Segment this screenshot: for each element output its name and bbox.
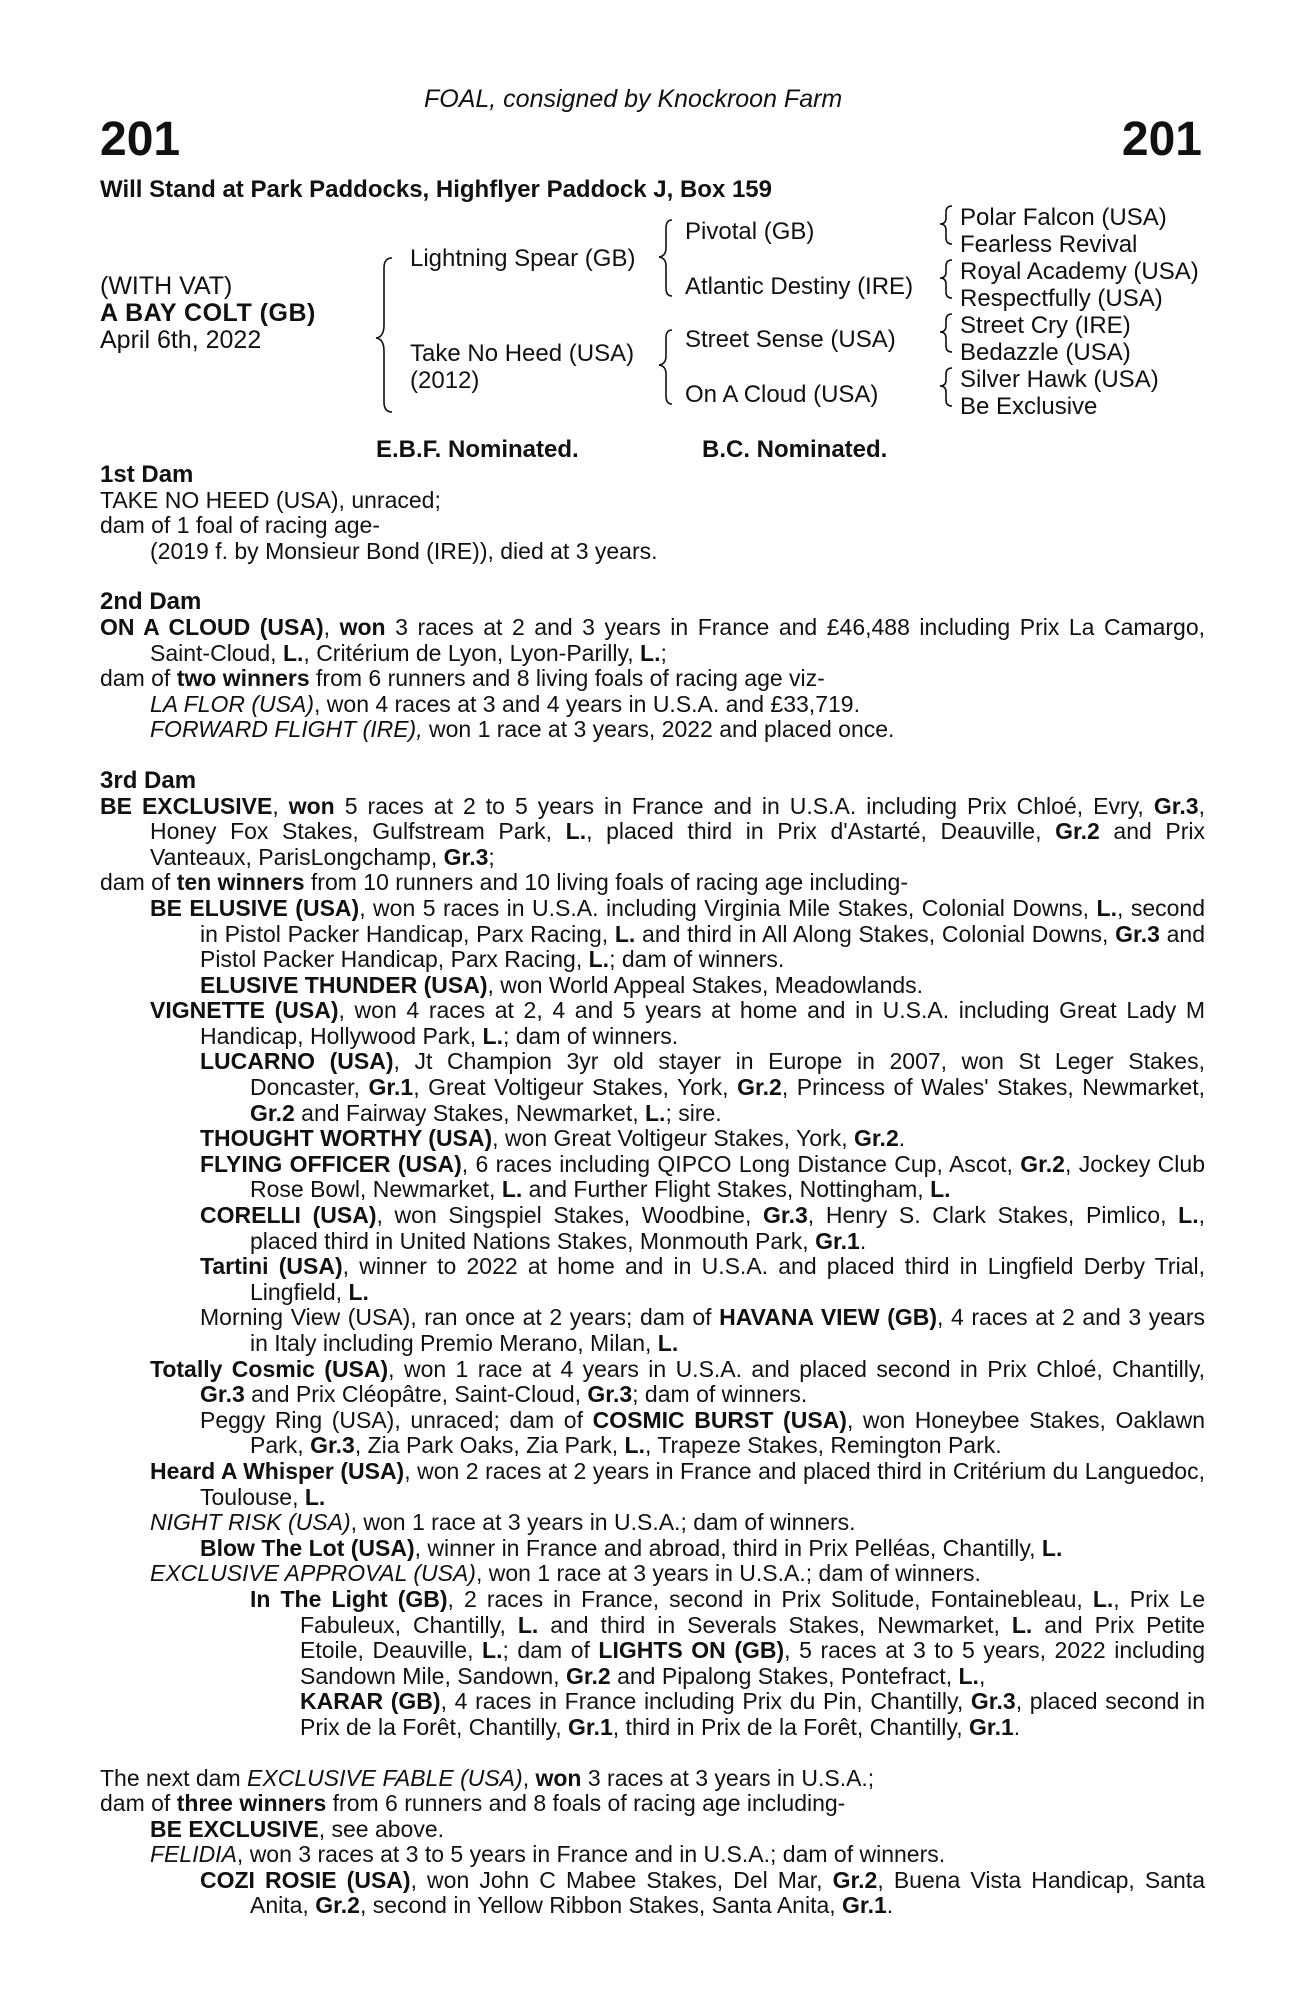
produce-vignette: VIGNETTE (USA), won 4 races at 2, 4 and 5 years at home and in U.S.A. including Great Lady M Handicap, Hollywood Park, L.; dam of winners. bbox=[150, 997, 1206, 1049]
pedigree-sire-sire: Pivotal (GB) bbox=[685, 218, 815, 245]
produce-thought-worthy: THOUGHT WORTHY (USA), won Great Voltigeur Stakes, York, Gr.2. bbox=[200, 1125, 906, 1152]
brace-g3-3 bbox=[940, 314, 952, 352]
next-dam-record: The next dam EXCLUSIVE FABLE (USA), won 3 races at 3 years in U.S.A.; bbox=[100, 1764, 875, 1791]
first-dam-line2: dam of 1 foal of racing age- bbox=[100, 512, 380, 539]
pedigree-g3-5: Street Cry (IRE) bbox=[960, 312, 1131, 339]
produce-blow-the-lot: Blow The Lot (USA), winner in France and abroad, third in Prix Pelléas, Chantilly, L. bbox=[200, 1534, 1063, 1561]
foaling-date: April 6th, 2022 bbox=[100, 326, 262, 354]
pedigree-g3-3: Royal Academy (USA) bbox=[960, 258, 1199, 285]
next-dam-felidia: FELIDIA, won 3 races at 3 to 5 years in France and in U.S.A.; dam of winners. bbox=[150, 1841, 946, 1868]
second-dam-title: 2nd Dam bbox=[100, 588, 202, 616]
stand-location: Will Stand at Park Paddocks, Highflyer Paddock J, Box 159 bbox=[100, 176, 772, 203]
third-dam-record: BE EXCLUSIVE, won 5 races at 2 to 5 years in France and in U.S.A. including Prix Chloé, Evry, Gr.3, Honey Fox Stakes, Gulfstream Park, L., placed third in Prix d'Astarté, Deauville, Gr.2 and Prix Vanteaux, ParisLongchamp, Gr.3; bbox=[100, 792, 1206, 870]
pedigree-g3-6: Bedazzle (USA) bbox=[960, 339, 1131, 366]
lot-number-right: 201 bbox=[1121, 113, 1202, 166]
pedigree-g3-8: Be Exclusive bbox=[960, 393, 1098, 420]
next-dam-be-exclusive: BE EXCLUSIVE, see above. bbox=[150, 1815, 445, 1842]
produce-tartini: Tartini (USA), winner to 2022 at home and in U.S.A. and placed third in Lingfield Derby Trial, Lingfield, L. bbox=[200, 1253, 1205, 1305]
pedigree-g3-7: Silver Hawk (USA) bbox=[960, 366, 1159, 393]
ebf-nominated: E.B.F. Nominated. bbox=[376, 436, 579, 463]
subject-name: A BAY COLT (GB) bbox=[100, 299, 316, 327]
produce-flying-officer: FLYING OFFICER (USA), 6 races including QIPCO Long Distance Cup, Ascot, Gr.2, Jockey Club Rose Bowl, Newmarket, L. and Further Flight Stakes, Nottingham, L. bbox=[200, 1150, 1205, 1203]
next-dam-cozi-rosie: COZI ROSIE (USA), won John C Mabee Stakes, Del Mar, Gr.2, Buena Vista Handicap, Santa Anita, Gr.2, second in Yellow Ribbon Stakes, Santa Anita, Gr.1. bbox=[200, 1866, 1205, 1919]
pedigree-g3-1: Polar Falcon (USA) bbox=[960, 204, 1167, 231]
dam-line-body bbox=[100, 462, 1205, 1919]
brace-g3-1 bbox=[940, 206, 952, 244]
pedigree-dam-dam: On A Cloud (USA) bbox=[685, 381, 879, 408]
brace-g3-4 bbox=[940, 368, 952, 406]
brace-dam bbox=[659, 330, 672, 404]
produce-heard-a-whisper: Heard A Whisper (USA), won 2 races at 2 years in France and placed third in Critérium du Languedoc, Toulouse, L. bbox=[150, 1457, 1205, 1510]
first-dam-line3: (2019 f. by Monsieur Bond (IRE)), died at 3 years. bbox=[150, 537, 658, 564]
produce-peggy-ring: Peggy Ring (USA), unraced; dam of COSMIC BURST (USA), won Honeybee Stakes, Oaklawn Park, Gr.3, Zia Park Oaks, Zia Park, L., Trapeze Stakes, Remington Park. bbox=[200, 1406, 1205, 1459]
pedigree-g3-2: Fearless Revival bbox=[960, 231, 1138, 258]
brace-gen1 bbox=[376, 258, 392, 412]
produce-totally-cosmic: Totally Cosmic (USA), won 1 race at 4 years in U.S.A. and placed second in Prix Chloé, Chantilly, Gr.3 and Prix Cléopâtre, Saint-Cloud, Gr.3; dam of winners. bbox=[150, 1355, 1206, 1408]
pedigree-sire-dam: Atlantic Destiny (IRE) bbox=[685, 273, 914, 300]
next-dam-produce-summary: dam of three winners from 6 runners and 8 foals of racing age including- bbox=[100, 1790, 846, 1817]
produce-night-risk: NIGHT RISK (USA), won 1 race at 3 years in U.S.A.; dam of winners. bbox=[150, 1509, 856, 1536]
produce-in-the-light: In The Light (GB), 2 races in France, second in Prix Solitude, Fontainebleau, L., Prix Le Fabuleux, Chantilly, L. and third in Severals Stakes, Newmarket, L. and Prix Petite Etoile, Deauville, L.; dam of LIGHTS ON (GB), 5 races at 3 to 5 years, 2022 including Sandown Mile, Sandown, Gr.2 and Pipalong Stakes, Pontefract, L., KARAR (GB), 4 races in France including Prix du Pin, Chantilly, Gr.3, placed second in Prix de la Forêt, Chantilly, Gr.1, third in Prix de la Forêt, Chantilly, Gr.1. bbox=[250, 1585, 1206, 1740]
brace-g3-2 bbox=[940, 260, 952, 298]
brace-sire bbox=[659, 220, 672, 296]
pedigree-dam-sire: Street Sense (USA) bbox=[685, 326, 896, 353]
produce-exclusive-approval: EXCLUSIVE APPROVAL (USA), won 1 race at 3 years in U.S.A.; dam of winners. bbox=[150, 1560, 981, 1587]
produce-morning-view: Morning View (USA), ran once at 2 years; dam of HAVANA VIEW (GB), 4 races at 2 and 3 years in Italy including Premio Merano, Milan, L. bbox=[200, 1304, 1205, 1356]
vat-note: (WITH VAT) bbox=[100, 272, 233, 300]
pedigree-dam-year: (2012) bbox=[410, 367, 480, 394]
pedigree-dam: Take No Heed (USA) bbox=[410, 340, 635, 367]
third-dam-produce-summary: dam of ten winners from 10 runners and 10 living foals of racing age including- bbox=[100, 869, 908, 896]
third-dam-title: 3rd Dam bbox=[100, 766, 197, 794]
produce-lucarno: LUCARNO (USA), Jt Champion 3yr old stayer in Europe in 2007, won St Leger Stakes, Doncaster, Gr.1, Great Voltigeur Stakes, York, Gr.2, Princess of Wales' Stakes, Newmarket, Gr.2 and Fairway Stakes, Newmarket, L.; sire. bbox=[200, 1048, 1205, 1126]
lot-number-left: 201 bbox=[100, 113, 181, 166]
bc-nominated: B.C. Nominated. bbox=[702, 436, 888, 463]
pedigree-sire: Lightning Spear (GB) bbox=[410, 245, 636, 272]
produce-corelli: CORELLI (USA), won Singspiel Stakes, Woodbine, Gr.3, Henry S. Clark Stakes, Pimlico, L., placed third in United Nations Stakes, Monmouth Park, Gr.1. bbox=[200, 1202, 1205, 1254]
consignment-line: FOAL, consigned by Knockroon Farm bbox=[424, 85, 843, 113]
first-dam-title: 1st Dam bbox=[100, 461, 194, 488]
pedigree-g3-4: Respectfully (USA) bbox=[960, 285, 1163, 312]
produce-elusive-thunder: ELUSIVE THUNDER (USA), won World Appeal Stakes, Meadowlands. bbox=[200, 971, 924, 998]
second-dam-record: ON A CLOUD (USA), won 3 races at 2 and 3 years in France and £46,488 including Prix La Camargo, Saint-Cloud, L., Critérium de Lyon, Lyon-Parilly, L.; bbox=[100, 613, 1205, 666]
second-dam-foal-1: LA FLOR (USA), won 4 races at 3 and 4 years in U.S.A. and £33,719. bbox=[150, 690, 860, 717]
produce-be-elusive: BE ELUSIVE (USA), won 5 races in U.S.A. including Virginia Mile Stakes, Colonial Downs, L., second in Pistol Packer Handicap, Parx Racing, L. and third in All Along Stakes, Colonial Downs, Gr.3 and Pistol Packer Handicap, Parx Racing, L.; dam of winners. bbox=[150, 894, 1205, 973]
first-dam-line1: TAKE NO HEED (USA), unraced; bbox=[100, 486, 441, 513]
second-dam-produce-summary: dam of two winners from 6 runners and 8 living foals of racing age viz- bbox=[100, 665, 825, 692]
second-dam-foal-2: FORWARD FLIGHT (IRE), won 1 race at 3 years, 2022 and placed once. bbox=[150, 716, 895, 743]
